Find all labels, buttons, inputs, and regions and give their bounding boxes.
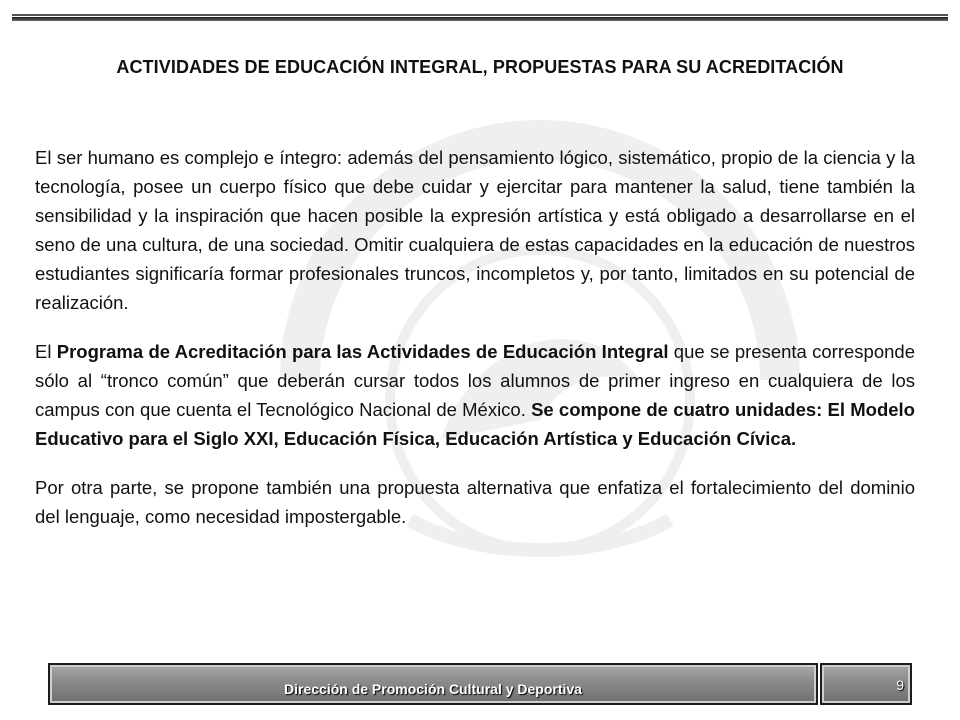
- units-sentence: Se compone de cuatro unidades: El Modelo Educativo para el Siglo XXI, Educación Física, Educación Artística y Educación Cívica.: [35, 399, 915, 449]
- paragraph-2-intro: El: [35, 341, 57, 362]
- paragraph-2: [35, 337, 915, 453]
- paragraph-2-middle: que se presenta corresponde sólo al “tronco común” que deberán cursar todos los alumnos de primer ingreso en cualquiera de los campus con que cuenta el Tecnológico Nacional de México.: [35, 341, 915, 420]
- footer-bar: [48, 663, 818, 705]
- program-name: Programa de Acreditación para las Actividades de Educación Integral: [56, 341, 669, 362]
- top-double-rule: [12, 14, 948, 22]
- paragraph-3: Por otra parte, se propone también una propuesta alternativa que enfatiza el fortalecimiento del dominio del lenguaje, como necesidad impostergable.: [35, 477, 915, 527]
- body-text: [35, 143, 915, 551]
- paragraph-1: El ser humano es complejo e íntegro: además del pensamiento lógico, sistemático, propio de la ciencia y la tecnología, posee un cuerpo físico que debe cuidar y ejercitar para mantener la salud, tiene también la sensibilidad y la inspiración que hacen posible la expresión artística y está obligado a desarrollarse en el seno de una cultura, de una sociedad. Omitir cualquiera de estas capacidades en la educación de nuestros estudiantes significaría formar profesionales truncos, incompletos y, por tanto, limitados en su potencial de realización.: [35, 147, 915, 313]
- page-title: ACTIVIDADES DE EDUCACIÓN INTEGRAL, PROPUESTAS PARA SU ACREDITACIÓN: [116, 57, 844, 77]
- page-number-box: [820, 663, 912, 705]
- page-number: 9: [896, 677, 904, 693]
- footer-label: Dirección de Promoción Cultural y Deportiva: [284, 681, 582, 697]
